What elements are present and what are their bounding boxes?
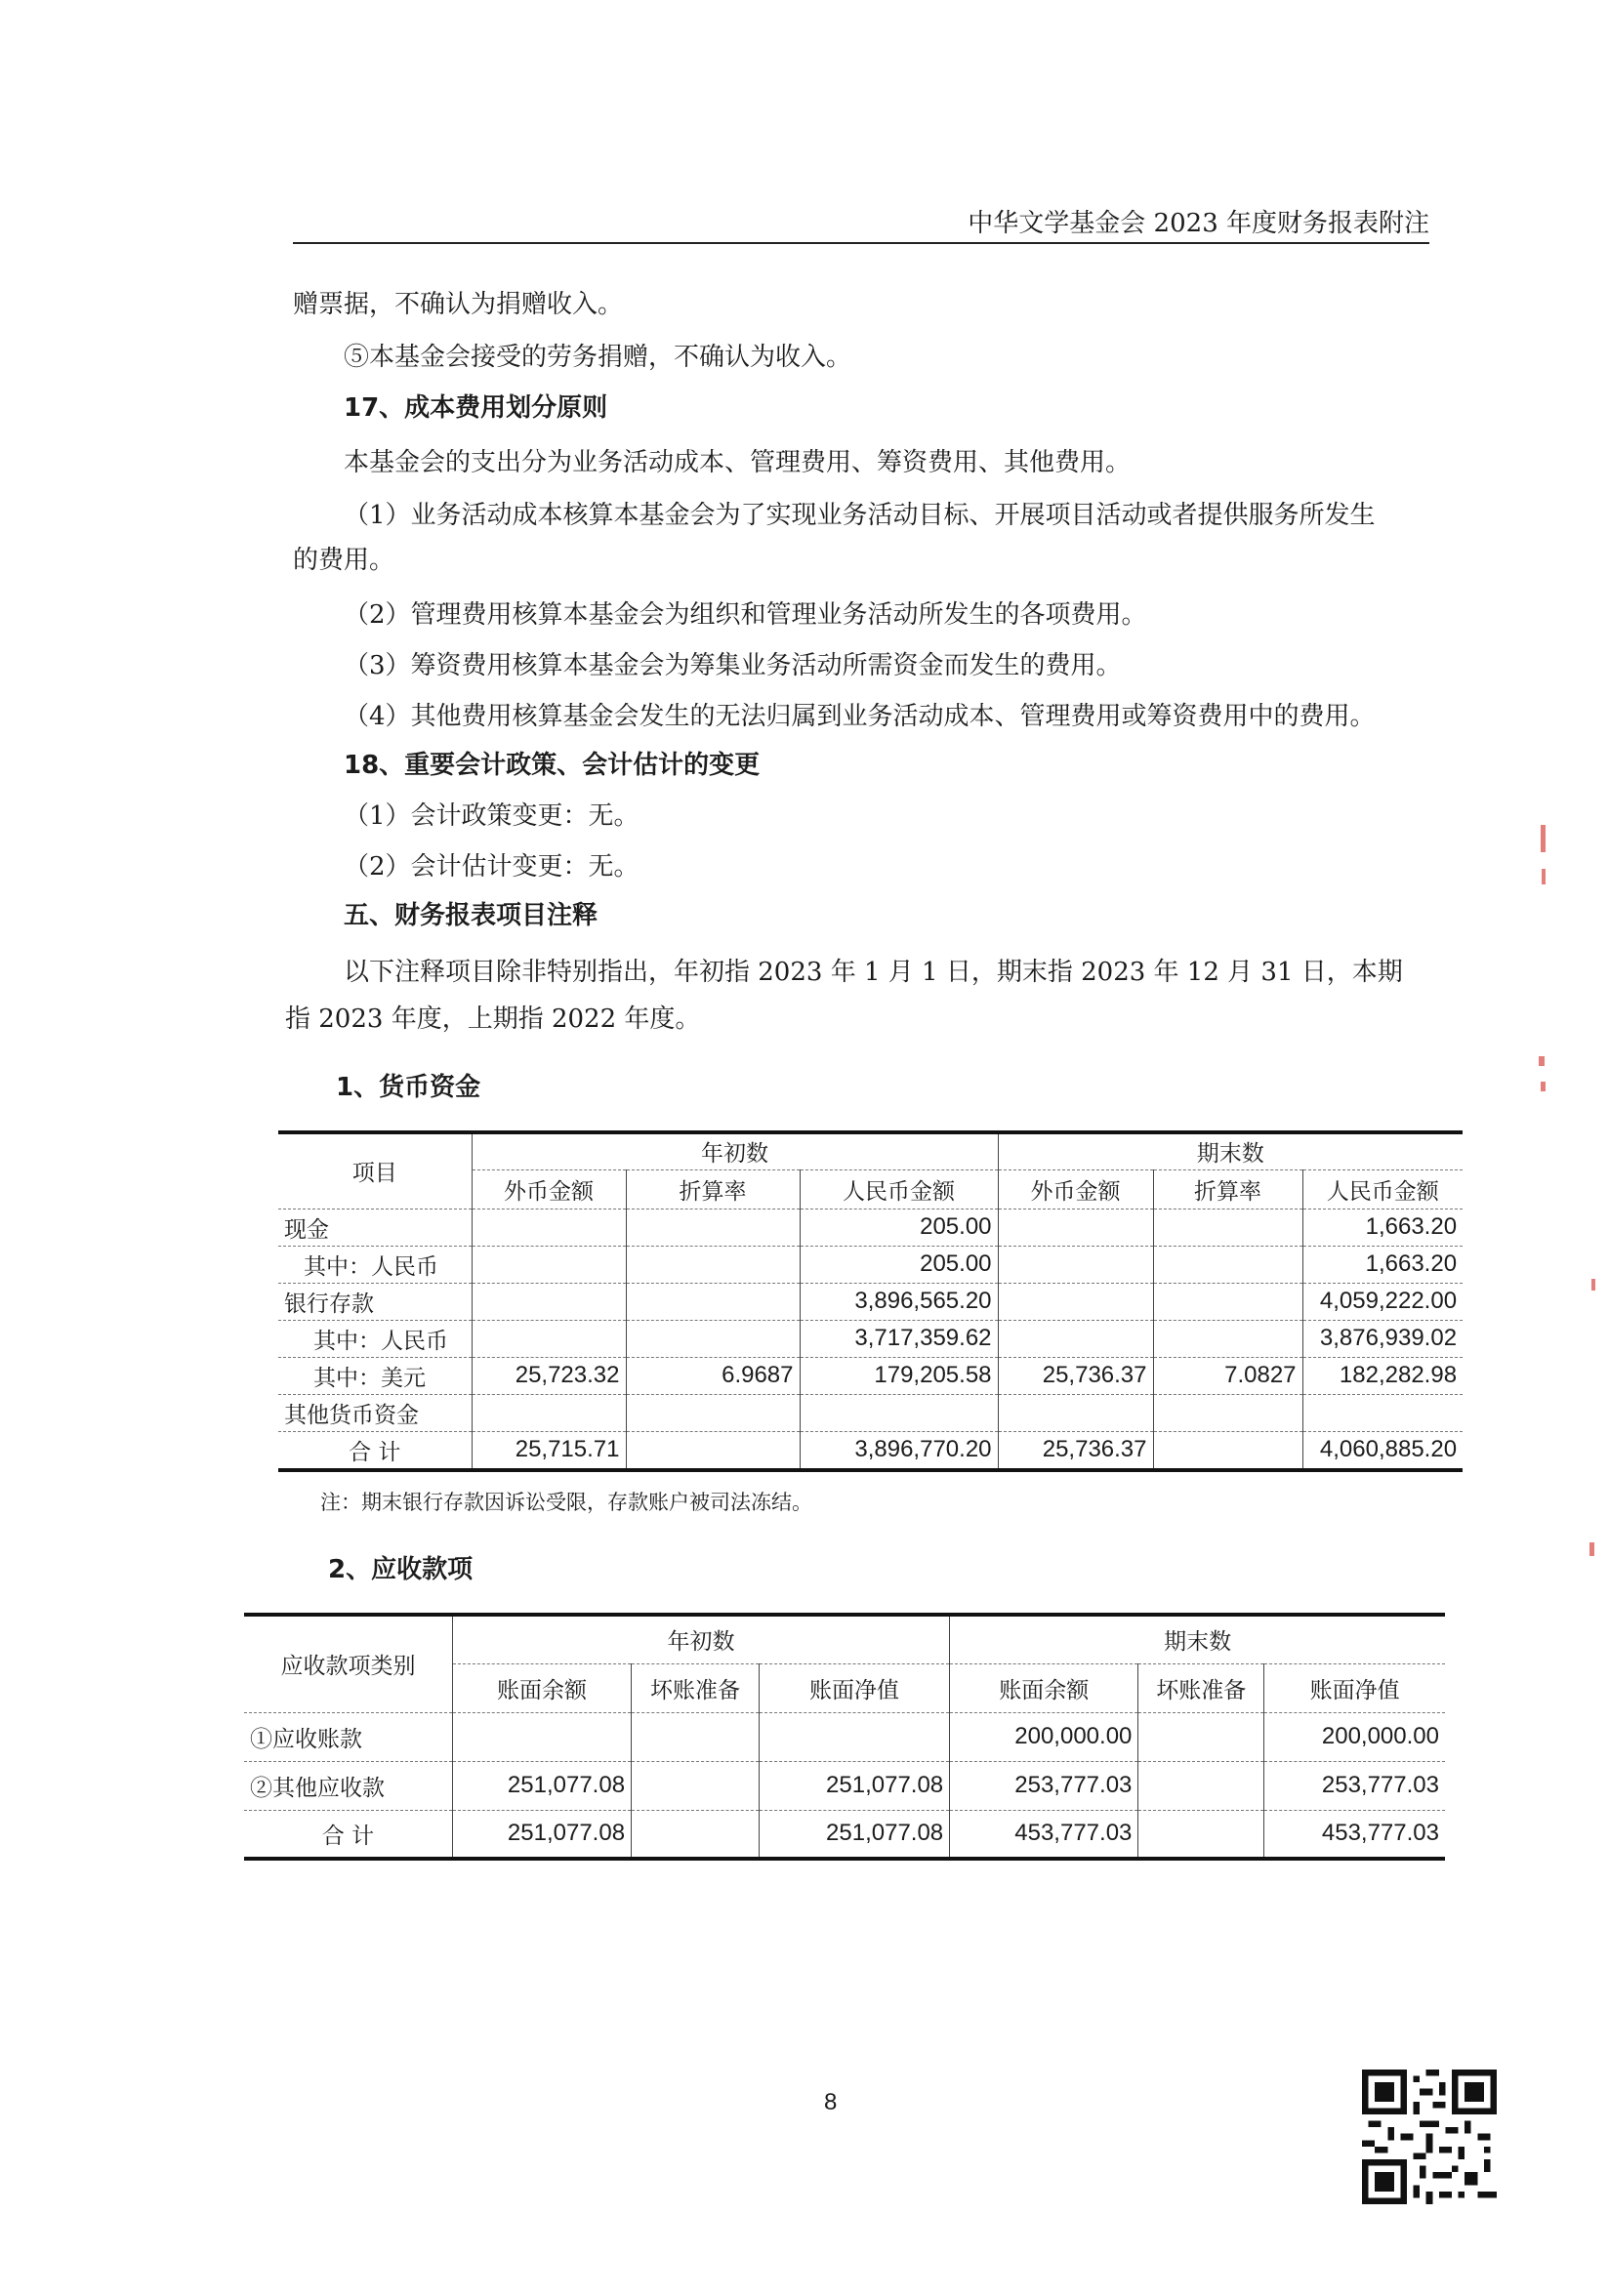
col-header-item: 项目 bbox=[278, 1132, 472, 1209]
sub-header: 账面净值 bbox=[759, 1663, 949, 1712]
cell: 182,282.98 bbox=[1302, 1357, 1463, 1394]
row-label: 其中：人民币 bbox=[278, 1246, 472, 1283]
cell: 251,077.08 bbox=[452, 1761, 631, 1810]
sub-header: 账面净值 bbox=[1264, 1663, 1445, 1712]
cell bbox=[998, 1209, 1153, 1246]
sub-header: 账面余额 bbox=[950, 1663, 1138, 1712]
section-heading-5: 五、财务报表项目注释 bbox=[344, 901, 598, 930]
cell bbox=[998, 1246, 1153, 1283]
row-label: 其中：人民币 bbox=[278, 1320, 472, 1357]
table-row bbox=[278, 1283, 1463, 1320]
cell bbox=[632, 1712, 760, 1761]
paragraph: （1）会计政策变更：无。 bbox=[344, 801, 639, 831]
cell: 4,059,222.00 bbox=[1302, 1283, 1463, 1320]
paragraph: （4）其他费用核算基金会发生的无法归属到业务活动成本、管理费用或筹资费用中的费用。 bbox=[344, 702, 1376, 731]
cell bbox=[626, 1431, 800, 1470]
table-row bbox=[278, 1357, 1463, 1394]
cell: 205.00 bbox=[800, 1209, 998, 1246]
cell bbox=[1302, 1394, 1463, 1431]
cell bbox=[472, 1283, 626, 1320]
cell bbox=[1138, 1810, 1264, 1859]
cell: 3,717,359.62 bbox=[800, 1320, 998, 1357]
seal-mark bbox=[1539, 1056, 1545, 1066]
row-label: 合 计 bbox=[244, 1810, 452, 1859]
sub-header: 外币金额 bbox=[998, 1169, 1153, 1209]
receivables-table bbox=[244, 1613, 1445, 1861]
cell: 25,736.37 bbox=[998, 1357, 1153, 1394]
cell bbox=[1153, 1394, 1302, 1431]
section-heading-17: 17、成本费用划分原则 bbox=[344, 393, 608, 423]
cell: 3,876,939.02 bbox=[1302, 1320, 1463, 1357]
cell bbox=[800, 1394, 998, 1431]
cell: 200,000.00 bbox=[950, 1712, 1138, 1761]
cell: 3,896,565.20 bbox=[800, 1283, 998, 1320]
sub-header: 人民币金额 bbox=[1302, 1169, 1463, 1209]
cell: 6.9687 bbox=[626, 1357, 800, 1394]
cell bbox=[632, 1761, 760, 1810]
col-header-item: 应收款项类别 bbox=[244, 1615, 452, 1712]
cell: 4,060,885.20 bbox=[1302, 1431, 1463, 1470]
paragraph: （2）管理费用核算本基金会为组织和管理业务活动所发生的各项费用。 bbox=[344, 600, 1147, 630]
cell: 200,000.00 bbox=[1264, 1712, 1445, 1761]
header-title: 中华文学基金会 2023 年度财务报表附注 bbox=[968, 209, 1429, 238]
table1-note: 注：期末银行存款因诉讼受限，存款账户被司法冻结。 bbox=[320, 1491, 812, 1514]
table1-title: 1、货币资金 bbox=[336, 1073, 481, 1102]
paragraph: 赠票据，不确认为捐赠收入。 bbox=[293, 290, 624, 319]
cell bbox=[452, 1712, 631, 1761]
cell: 1,663.20 bbox=[1302, 1246, 1463, 1283]
row-label: ②其他应收款 bbox=[244, 1761, 452, 1810]
sub-header: 折算率 bbox=[1153, 1169, 1302, 1209]
cell: 25,723.32 bbox=[472, 1357, 626, 1394]
group-header-end: 期末数 bbox=[998, 1132, 1463, 1169]
table-row bbox=[244, 1761, 1445, 1810]
cell bbox=[1153, 1283, 1302, 1320]
cell: 453,777.03 bbox=[950, 1810, 1138, 1859]
cell bbox=[472, 1209, 626, 1246]
cell: 25,715.71 bbox=[472, 1431, 626, 1470]
cell bbox=[472, 1320, 626, 1357]
row-label: 银行存款 bbox=[278, 1283, 472, 1320]
cell bbox=[759, 1712, 949, 1761]
sub-header: 坏账准备 bbox=[632, 1663, 760, 1712]
paragraph: 本基金会的支出分为业务活动成本、管理费用、筹资费用、其他费用。 bbox=[344, 448, 1132, 477]
cell bbox=[632, 1810, 760, 1859]
cash-table bbox=[278, 1130, 1463, 1472]
paragraph: （3）筹资费用核算本基金会为筹集业务活动所需资金而发生的费用。 bbox=[344, 651, 1122, 680]
table-row-total bbox=[244, 1810, 1445, 1859]
cell: 251,077.08 bbox=[452, 1810, 631, 1859]
sub-header: 折算率 bbox=[626, 1169, 800, 1209]
cell bbox=[1153, 1320, 1302, 1357]
cell bbox=[1138, 1761, 1264, 1810]
cell bbox=[472, 1394, 626, 1431]
seal-mark bbox=[1542, 869, 1546, 884]
paragraph: 以下注释项目除非特别指出，年初指 2023 年 1 月 1 日，期末指 2023 年 12 月 31 日，本期 bbox=[344, 958, 1403, 987]
sub-header: 外币金额 bbox=[472, 1169, 626, 1209]
cell: 453,777.03 bbox=[1264, 1810, 1445, 1859]
seal-mark bbox=[1591, 1279, 1595, 1291]
cell bbox=[1153, 1431, 1302, 1470]
cell: 179,205.58 bbox=[800, 1357, 998, 1394]
cell bbox=[998, 1320, 1153, 1357]
seal-mark bbox=[1541, 825, 1546, 852]
cell bbox=[998, 1394, 1153, 1431]
row-label: 其他货币资金 bbox=[278, 1394, 472, 1431]
paragraph: 的费用。 bbox=[293, 546, 395, 575]
table-row bbox=[278, 1320, 1463, 1357]
cell: 205.00 bbox=[800, 1246, 998, 1283]
cell bbox=[626, 1394, 800, 1431]
cell: 3,896,770.20 bbox=[800, 1431, 998, 1470]
cell bbox=[472, 1246, 626, 1283]
cell: 253,777.03 bbox=[1264, 1761, 1445, 1810]
cell bbox=[1153, 1246, 1302, 1283]
row-label: 合 计 bbox=[278, 1431, 472, 1470]
page-header bbox=[293, 207, 1429, 244]
cell: 1,663.20 bbox=[1302, 1209, 1463, 1246]
cell: 253,777.03 bbox=[950, 1761, 1138, 1810]
cell bbox=[626, 1320, 800, 1357]
group-header-begin: 年初数 bbox=[472, 1132, 998, 1169]
sub-header: 账面余额 bbox=[452, 1663, 631, 1712]
table2-title: 2、应收款项 bbox=[328, 1555, 474, 1584]
cell bbox=[998, 1283, 1153, 1320]
paragraph: ⑤本基金会接受的劳务捐赠，不确认为收入。 bbox=[344, 343, 852, 372]
cell: 251,077.08 bbox=[759, 1810, 949, 1859]
row-label: 其中：美元 bbox=[278, 1357, 472, 1394]
page-number: 8 bbox=[824, 2089, 838, 2115]
row-label: ①应收账款 bbox=[244, 1712, 452, 1761]
group-header-end: 期末数 bbox=[950, 1615, 1445, 1663]
sub-header: 人民币金额 bbox=[800, 1169, 998, 1209]
cell bbox=[626, 1246, 800, 1283]
seal-mark bbox=[1541, 1082, 1546, 1091]
cell: 25,736.37 bbox=[998, 1431, 1153, 1470]
paragraph: （1）业务活动成本核算本基金会为了实现业务活动目标、开展项目活动或者提供服务所发生 bbox=[344, 501, 1376, 530]
cell bbox=[1153, 1209, 1302, 1246]
group-header-begin: 年初数 bbox=[452, 1615, 949, 1663]
cell: 7.0827 bbox=[1153, 1357, 1302, 1394]
table-row-total bbox=[278, 1431, 1463, 1470]
paragraph: （2）会计估计变更：无。 bbox=[344, 852, 639, 882]
seal-mark bbox=[1589, 1542, 1594, 1556]
table-row bbox=[278, 1394, 1463, 1431]
row-label: 现金 bbox=[278, 1209, 472, 1246]
cell bbox=[1138, 1712, 1264, 1761]
sub-header: 坏账准备 bbox=[1138, 1663, 1264, 1712]
section-heading-18: 18、重要会计政策、会计估计的变更 bbox=[344, 751, 761, 780]
cell: 251,077.08 bbox=[759, 1761, 949, 1810]
qr-code-icon bbox=[1362, 2070, 1497, 2204]
table-row bbox=[244, 1712, 1445, 1761]
table-row bbox=[278, 1209, 1463, 1246]
table-row bbox=[278, 1246, 1463, 1283]
cell bbox=[626, 1283, 800, 1320]
cell bbox=[626, 1209, 800, 1246]
paragraph: 指 2023 年度，上期指 2022 年度。 bbox=[285, 1004, 701, 1034]
